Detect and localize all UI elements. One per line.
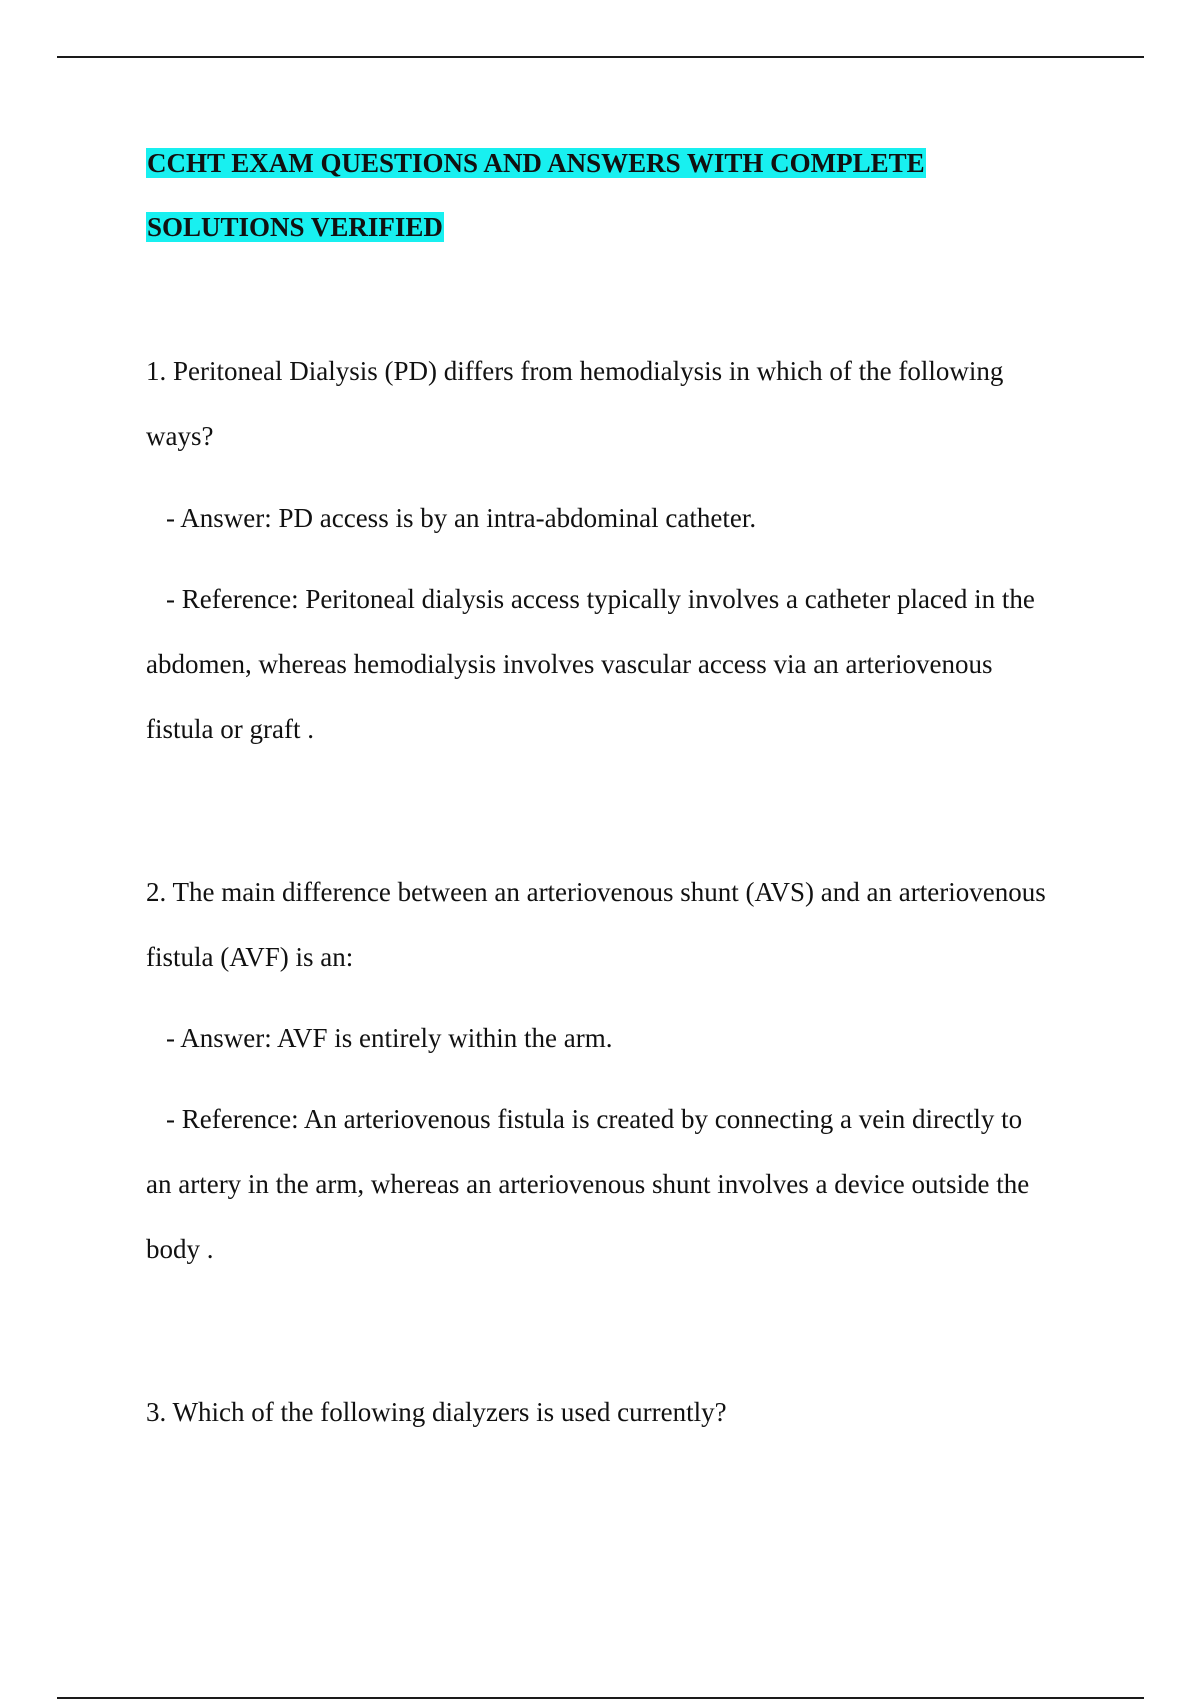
question-2-reference: - Reference: An arteriovenous fistula is created by connecting a vein directly to [166, 1104, 1023, 1134]
highlighted-title-text: SOLUTIONS VERIFIED [147, 212, 443, 242]
question-1-reference-cont: fistula or graft . [146, 714, 314, 744]
question-1-answer: - Answer: PD access is by an intra-abdominal catheter. [166, 503, 757, 533]
highlighted-title-text: CCHT EXAM QUESTIONS AND ANSWERS WITH COMPLETE [147, 148, 925, 178]
footer-rule [57, 1697, 1144, 1699]
question-2-text: 2. The main difference between an arteriovenous shunt (AVS) and an arteriovenous [146, 877, 1046, 907]
question-1-text: 1. Peritoneal Dialysis (PD) differs from hemodialysis in which of the following [146, 356, 1004, 386]
question-2-text-cont: fistula (AVF) is an: [146, 942, 354, 972]
question-2-reference-cont: body . [146, 1234, 214, 1264]
question-1-reference: - Reference: Peritoneal dialysis access typically involves a catheter placed in the [166, 584, 1035, 614]
question-1-reference-cont: abdomen, whereas hemodialysis involves vascular access via an arteriovenous [146, 649, 993, 679]
question-2-reference-cont: an artery in the arm, whereas an arteriovenous shunt involves a device outside the [146, 1169, 1030, 1199]
document-title-line-1 [146, 146, 926, 180]
question-1-text-cont: ways? [146, 421, 214, 451]
question-2-answer: - Answer: AVF is entirely within the arm. [166, 1023, 613, 1053]
question-3-text: 3. Which of the following dialyzers is used currently? [146, 1397, 727, 1427]
document-title-line-2 [146, 210, 444, 244]
header-rule [57, 56, 1144, 58]
